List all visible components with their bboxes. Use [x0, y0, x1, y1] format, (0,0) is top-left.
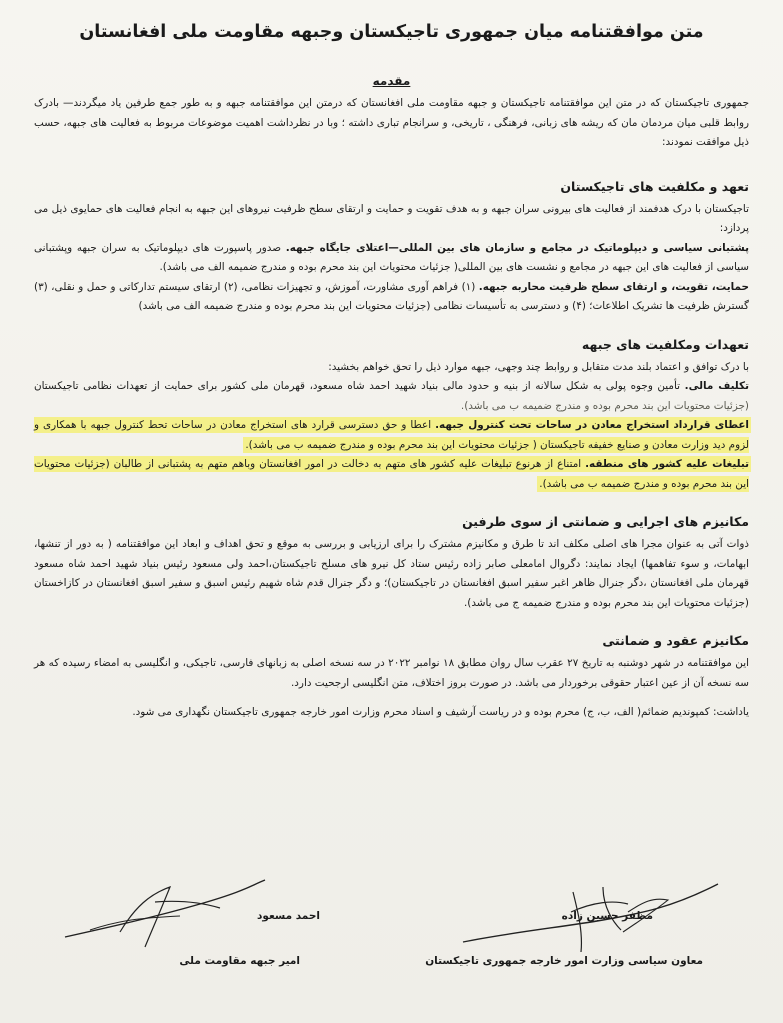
clause-body: امتناع از هرنوع تبلیغات علیه کشور های متهم به دخالت در امور افغانستان وباهم متهم به پشتبانی از طالبان (جزئیات محتویات این بند محرم بوده و مندرج ضمیمه ب می باشد).: [34, 458, 749, 490]
clause-body: صدور پاسپورت های دیپلوماتیک به سران جبهه وپشتبانی سیاسی از فعالیت های این جبهه در مجامع و نشست های بین المللی( جزئیات محتویات این بند محرم بوده و مندرج ضمیمه الف می باشد).: [34, 241, 749, 273]
contract-heading: مکانیزم عقود و ضمانتی: [602, 633, 749, 648]
clause-lead: تکلیف مالی.: [684, 380, 749, 392]
tajik-obligations-paragraph-2: [34, 239, 749, 278]
signature-mark-icon: [60, 872, 270, 962]
intro-paragraph: جمهوری تاجیکستان که در متن این موافقتنامه تاجیکستان و جبهه مقاومت ملی افغانستان که درمتن این موافقتنامه جبهه و به طور جمع طرفین یاد میگردند— بادرک روابط قلبی میان مردمان مان که ریشه های زبانی، فرهنگی ، تاریخی، و سرانجام تباری داشته ؛ وبا در نظرداشت اهمیت موضوعات مربوط به فعالیت های جبهه، حسب ذیل موافقت نمودند:: [34, 97, 749, 148]
signature-area: [40, 880, 743, 990]
front-obligations-paragraph-4: [34, 455, 749, 494]
clause-lead: تبلیغات علیه کشور های منطقه.: [585, 458, 749, 470]
front-obligations-section: [34, 337, 749, 495]
front-obligations-heading: تعهدات ومکلفیت های جبهه: [581, 336, 749, 352]
intro-section: [34, 74, 749, 153]
signer-tajikistan: [423, 880, 723, 990]
document-title: متن موافقتنامه میان جمهوری تاجیکستان وجبهه مقاومت ملی افغانستان: [79, 22, 704, 42]
contract-paragraph: این موافقتنامه در شهر دوشنبه به تاریخ ۲۷ عقرب سال روان مطابق ۱۸ نوامبر ۲۰۲۲ در سه نسخه اصلی به زبانهای فارسی، تاجیکی، و انگلیسی به امضاء رسیده که هر سه نسخه آن از عین اعتبار حقوقی برخوردار می باشد. در صورت بروز اختلاف، متن انگلیسی ارجحیت دارد.: [34, 657, 749, 689]
clause-lead: پشتبانی سیاسی و دیپلوماتیک در مجامع و سازمان های بین المللی—اعتلای جایگاه جبهه.: [285, 241, 749, 254]
clause-body: اعطا و حق دسترسی قرارد های استخراج معادن در ساحات تحط کنترول جبهه با همکاری و لزوم دید وزارت معادن و صنایع خفیفه تاجیکستان ( جزئیات محتویات این بند محرم بوده و مندرج ضمیمه ب می باشد).: [34, 419, 749, 451]
clause-body: تأمین وجوه پولی به شکل سالانه از بنیه و حدود مالی بنیاد شهید احمد شاه مسعود، قهرمان ملی کشور برای حمایت از تعهدات نظامی تاجیکستان: [34, 380, 685, 392]
tajik-obligations-heading: تعهد و مکلفیت های تاجیکستان: [560, 178, 749, 194]
signer-title: معاون سیاسی وزارت امور خارجه جمهوری تاجیکستان: [425, 955, 703, 967]
annex-note: یاداشت: کمپوندیم ضمائم( الف، ب، ج) محرم بوده و در ریاست آرشیف و اسناد محرم وزارت امور خارجه جمهوری تاجیکستان نگهداری می شود.: [132, 706, 749, 718]
mechanisms-section: [34, 514, 749, 613]
highlighted-text: [34, 419, 749, 451]
signer-front: [60, 880, 360, 990]
signer-name: احمد مسعود: [256, 910, 320, 922]
contract-section: [34, 633, 749, 723]
clause-lead: اعطای قرارداد استخراج معادن در ساحات تحت کنترول جبهه.: [435, 419, 749, 431]
clause-note: (جزئیات محتویات این بند محرم بوده و مندرج ضمیمه ب می باشد).: [460, 399, 749, 412]
highlighted-text: [34, 458, 749, 490]
tajik-obligations-paragraph-3: [34, 278, 749, 317]
tajik-obligations-section: [34, 179, 749, 317]
front-obligations-paragraph-1: با درک توافق و اعتماد بلند مدت متقابل و روابط چند وجهی، جبهه موارد ذیل را تحق خواهم بخشید:: [328, 360, 749, 373]
signer-title: امیر جبهه مقاومت ملی: [179, 955, 300, 967]
mechanisms-paragraph: ذوات آتی به عنوان مجرا های اصلی مکلف اند تا طرق و مکانیزم مشترک را برای ارزیابی و بررسی به موقع و تحق اهداف و ابعاد این موافقتنامه ( به دور از تنشها، ابهامات، و سوء تفاهمها) ایجاد نمایند: دگروال امامعلی صابر زاده رئیس ستاد کل نیرو های مسلح تاجیکستان،احمد ولی مسعود رئیس بنیاد شهید احمد شاه مسعود قهرمان ملی افغانستان ،دگر جنرال ظاهر اغبر سفیر اسبق افغانستان در تاجیکستان)؛ و دگر جنرال قدم شاه شهیم رئیس اسبق و سفیر اسبق افغانستان در کازاخستان (جزئیات محتویات این بند محرم بوده و مندرج ضمیمه ج می باشد).: [34, 538, 749, 609]
clause-lead: حمایت، تقویت، و ارتقای سطح ظرفیت محاربه جبهه.: [478, 280, 749, 293]
mechanisms-heading: مکانیزم های اجرایی و ضمانتی از سوی طرفین: [462, 514, 749, 529]
front-obligations-paragraph-3: [34, 416, 749, 455]
front-obligations-paragraph-2: [34, 377, 749, 416]
clause-body: (۱) فراهم آوری مشاورت، آموزش، و تجهیزات نظامی، (۲) ارتقای سیستم تدارکاتی و حمل و نقلی، (۳) گسترش ظرفیت ها تشریک اطلاعات؛ (۴) و دسترسی به تأسیسات نظامی (جزئیات محتویات این بند محرم بوده و مندرج ضمیمه الف می باشد): [34, 280, 749, 312]
tajik-obligations-paragraph-1: تاجیکستان با درک هدفمند از فعالیت های بیرونی سران جبهه و به هدف تقویت و حمایت و ارتقای سطح ظرفیت نیروهای این جبهه به انجام فعالیت های حمایوی ذیل می پردازد:: [34, 202, 749, 234]
intro-heading: مقدمه: [372, 74, 411, 88]
signer-name: مظفر حسین زاده: [561, 910, 653, 922]
